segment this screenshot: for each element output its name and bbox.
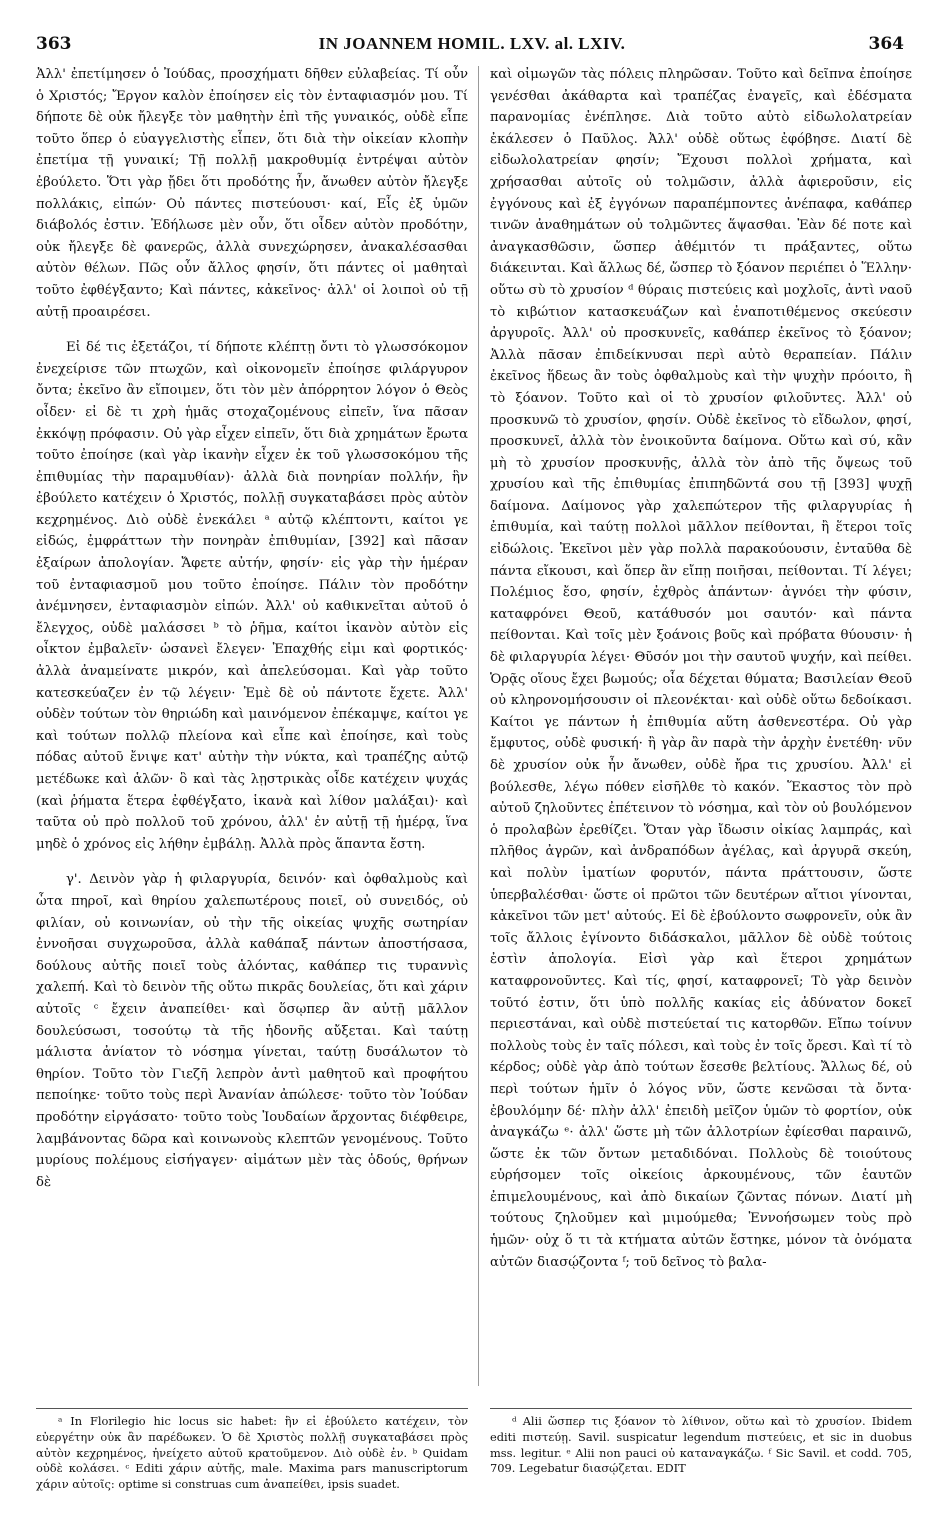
paragraph: καὶ οἰμωγῶν τὰς πόλεις πληρῶσαν. Τοῦτο καὶ δεῖπνα ἐποίησε γενέσθαι ἀκάθαρτα καὶ τραπέζας ἐναγεῖς, καὶ ἐδέσματα παρανομίας ἐνέπλησε. Διὰ τοῦτο αὐτὸ εἰδωλολατρείαν ἐκάλεσεν ὁ Παῦλος. Ἀλλ' οὐδὲ οὕτως ἐφόβησε. Διατί δὲ εἰδωλολατρείαν φησίν; Ἔχουσι πολλοὶ χρήματα, καὶ χρήσασθαι αὐτοῖς οὐ τολμῶσιν, ἀλλὰ ἀφιεροῦσιν, εἰς ἐγγόνους καὶ ἐξ ἐγγόνων παραπέμποντες ἀνέπαφα, καθάπερ τινῶν ἀναθημάτων οὐ τολμῶντες ἅψασθαι. Ἐὰν δέ ποτε καὶ ἀναγκασθῶσιν, ὥσπερ ἀθέμιτόν τι πράξαντες, οὕτω διάκεινται. Καὶ ἄλλως δέ, ὥσπερ τὸ ξόανον περιέπει ὁ Ἕλλην· οὕτω σὺ τὸ χρυσίον ᵈ θύραις πιστεύεις καὶ μοχλοῖς, ἀντὶ ναοῦ τὸ κιβώτιον κατασκευάζων καὶ ἐναποτιθέμενος σκεύεσιν ἀργυροῖς. Ἀλλ' οὐ προσκυνεῖς, καθάπερ ἐκεῖνος τὸ ξόανον; Ἀλλὰ πᾶσαν ἐπιδείκνυσαι περὶ αὐτὸ θεραπείαν. Πάλιν ἐκεῖνος ἥδεως ἂν τοὺς ὀφθαλμοὺς καὶ τὴν ψυχὴν πρόοιτο, ἢ τὸ ξόανον. Τοῦτο καὶ οἱ τὸ χρυσίον φιλοῦντες. Ἀλλ' οὐ προσκυνῶ τὸ χρυσίον, φησίν. Οὐδὲ ἐκεῖνος τὸ εἴδωλον, φησί, προσκυνεῖ, ἀλλὰ τὸν ἐνοικοῦντα δαίμονα. Οὕτω καὶ σύ, κἂν μὴ τὸ χρυσίον προσκυνῇς, ἀλλὰ τὸν ἀπὸ τῆς ὄψεως τοῦ χρυσίου καὶ τῆς ἐπιθυμίας ἐπιπηδῶντά σου τῇ [393] ψυχῇ δαίμονα. Δαίμονος γὰρ χαλεπώτερον τῆς φιλαργυρίας ἡ ἐπιθυμία, καὶ ταύτῃ πολλοὶ μᾶλλον πείθονται, ἢ ἕτεροι τοῖς εἰδώλοις. Ἐκεῖνοι μὲν γὰρ πολλὰ παρακούουσιν, ἐνταῦθα δὲ πάντα εἴκουσι, καὶ ὅπερ ἂν εἴπῃ ποιῆσαι, πείθονται. Τί λέγει; Πολέμιος ἔσο, φησίν, ἐχθρὸς ἁπάντων· ἀγνόει τὴν φύσιν, καταφρόνει Θεοῦ, κατάθυσόν μοι σαυτόν· καὶ πάντα πείθονται. Καὶ τοῖς μὲν ξοάνοις βοῦς καὶ πρόβατα θύουσιν· ἡ δὲ φιλαργυρία λέγει· Θῦσόν μοι τὴν σαυτοῦ ψυχήν, καὶ πείθει. Ὁρᾷς οἵους ἔχει βωμούς; οἷα δέχεται θύματα; Βασιλείαν Θεοῦ οὐ κληρονομήσουσιν οἱ πλεονέκται· καὶ οὐδὲ οὕτω δεδοίκασι. Καίτοι γε πάντων ἡ ἐπιθυμία αὕτη ἀσθενεστέρα. Οὐ γὰρ ἔμφυτος, οὐδὲ φυσική· ἢ γὰρ ἂν παρὰ τὴν ἀρχὴν ἐνετέθη· νῦν δὲ χρυσίον οὐκ ἦν ἄνωθεν, οὐδὲ ἤρα τις χρυσίου. Ἀλλ' εἰ βούλεσθε, λέγω πόθεν εἰσῆλθε τὸ κακόν. Ἕκαστος τὸν πρὸ αὐτοῦ ζηλοῦντες ἐπέτεινον τὸ νόσημα, καὶ τὸν οὐ βουλόμενον ὁ προλαβὼν ἐρεθίζει. Ὅταν γὰρ ἴδωσιν οἰκίας λαμπράς, καὶ πλῆθος ἀγρῶν, καὶ ἀνδραπόδων ἀγέλας, καὶ ἀργυρᾶ σκεύη, καὶ πολὺν ἱματίων φορυτόν, πάντα πράττουσιν, ὥστε ὑπερβαλέσθαι· ὥστε οἱ πρῶτοι τῶν δευτέρων αἴτιοι γίνονται, κἀκεῖνοι τῶν μετ' αὐτούς. Εἰ δὲ ἐβούλοντο σωφρονεῖν, οὐκ ἂν τοῖς ἄλλοις ἐγίνοντο διδάσκαλοι, μᾶλλον δὲ οὐδὲ τούτοις ἐστὶν ἀπολογία. Εἰσὶ γὰρ καὶ ἕτεροι χρημάτων καταφρονοῦντες. Καὶ τίς, φησί, καταφρονεῖ; Τὸ γὰρ δεινὸν τοῦτό ἐστιν, ὅτι ὑπὸ πολλῆς κακίας εἰς ἀδύνατον δοκεῖ περιεστάναι, καὶ οὐδὲ πιστεύεταί τις κατορθῶν. Εἴπω τοίνυν πολλοὺς τοὺς ἐν ταῖς πόλεσι, καὶ τοὺς ἐν τοῖς ὄρεσι. Καὶ τί τὸ κέρδος; οὐδὲ γὰρ ἀπὸ τούτων ἔσεσθε βελτίους. Ἄλλως δέ, οὐ περὶ τούτων ἡμῖν ὁ λόγος νῦν, ὥστε κενῶσαι τὰ ὄντα· ἐβουλόμην δέ· πλὴν ἀλλ' ἐπειδὴ μεῖζον ὑμῶν τὸ φορτίον, οὐκ ἀναγκάζω ᵉ· ἀλλ' ὥστε μὴ τῶν ἀλλοτρίων ἐφίεσθαι παραινῶ, ὥστε ἐκ τῶν ὄντων μεταδιδόναι. Πολλοὺς δὲ τοιούτους εὑρήσομεν τοῖς οἰκείοις ἀρκουμένους, τῶν ἑαυτῶν ἐπιμελουμένους, καὶ ἀπὸ δικαίων ζῶντας πόνων. Διατί μὴ τούτους ζηλοῦμεν καὶ μιμούμεθα; Ἐννοήσωμεν τοὺς πρὸ ἡμῶν· οὐχ ὅ τι τὰ κτήματα αὐτῶν ἔστηκε, μόνον τὰ ὀνόματα αὐτῶν διασῴζοντα ᶠ; τοῦ δεῖνος τὸ βαλα-: [490, 67, 912, 1270]
right-column: [490, 64, 912, 1273]
page-number-left: 363: [36, 34, 72, 54]
running-title: IN JOANNEM HOMIL. LXV. al. LXIV.: [318, 34, 626, 53]
footnotes-right: [490, 1414, 912, 1477]
page-header: [0, 0, 944, 56]
footnote-rule-right: [490, 1408, 912, 1409]
footnote: ᵈ Alii ὥσπερ τις ξόανον τὸ λίθινον, οὕτω καὶ τὸ χρυσίον. Ibidem editi πιστεύῃ. Savil. suspicatur legendum πιστεύεις, et sic in duobus mss. legitur. ᵉ Alii non pauci οὐ καταναγκάζω. ᶠ Sic Savil. et codd. 705, 709. Legebatur διασῴζεται. EDIT: [490, 1414, 912, 1476]
paragraph: Ἀλλ' ἐπετίμησεν ὁ Ἰούδας, προσχήματι δῆθεν εὐλαβείας. Τί οὖν ὁ Χριστός; Ἔργον καλὸν ἐποίησεν εἰς τὸν ἐνταφιασμόν μου. Τί δήποτε δὲ οὐκ ἤλεγξε τὸν μαθητὴν ἐπὶ τῆς γυναικός, οὐδὲ εἶπε τοῦτο ὅπερ ὁ εὐαγγελιστὴς εἶπεν, ὅτι διὰ τὴν οἰκείαν κλοπὴν ἐπετίμα τῇ γυναικί; Τῇ πολλῇ μακροθυμίᾳ ἐντρέψαι αὐτὸν ἐβούλετο. Ὅτι γὰρ ᾔδει ὅτι προδότης ἦν, ἄνωθεν αὐτὸν ἤλεγξε πολλάκις, εἰπών· Οὐ πάντες πιστεύουσι· καί, Εἷς ἐξ ὑμῶν διάβολός ἐστιν. Ἐδήλωσε μὲν οὖν, ὅτι οἶδεν αὐτὸν προδότην, οὐκ ἤλεγξε δὲ φανερῶς, ἀλλὰ συνεχώρησεν, ἀνακαλέσασθαι αὐτὸν θέλων. Πῶς οὖν ἄλλος φησίν, ὅτι πάντες οἱ μαθηταὶ τοῦτο ἐφθέγξαντο; Καὶ πάντες, κἀκεῖνος· ἀλλ' οἱ λοιποὶ οὐ τῇ αὐτῇ προαιρέσει.: [36, 67, 468, 320]
paragraph: Εἰ δέ τις ἐξετάζοι, τί δήποτε κλέπτῃ ὄντι τὸ γλωσσόκομον ἐνεχείρισε τῶν πτωχῶν, καὶ οἰκονομεῖν ἐποίησε φιλάργυρον ὄντα; ἐκεῖνο ἂν εἴποιμεν, ὅτι τὸν μὲν ἀπόρρητον λόγον ὁ Θεὸς οἶδεν· εἰ δὲ τι χρὴ ἡμᾶς στοχαζομένους εἰπεῖν, ἵνα πᾶσαν ἐκκόψῃ πρόφασιν. Οὐ γὰρ εἶχεν εἰπεῖν, ὅτι διὰ χρημάτων ἔρωτα τοῦτο ἐποίησε (καὶ γὰρ ἱκανὴν εἶχεν ἐκ τοῦ γλωσσοκόμου τῆς ἐπιθυμίας τὴν παραμυθίαν)· ἀλλὰ διὰ πονηρίαν πολλήν, ἣν ἐβούλετο κατέχειν ὁ Χριστός, πολλῇ συγκαταβάσει πρὸς αὐτὸν κεχρημένος. Διὸ οὐδὲ ἐνεκάλει ᵃ αὐτῷ κλέπτοντι, καίτοι γε εἰδώς, ἐμφράττων τὴν πονηρὰν ἐπιθυμίαν, [392] καὶ πᾶσαν ἐξαίρων ἀπολογίαν. Ἄφετε αὐτήν, φησίν· εἰς γὰρ τὴν ἡμέραν τοῦ ἐνταφιασμοῦ μου τοῦτο ἐποίησε. Πάλιν τὸν προδότην ἀνέμνησεν, ἐνταφιασμὸν εἰπών. Ἀλλ' οὐ καθικνεῖται αὐτοῦ ὁ ἔλεγχος, οὐδὲ μαλάσσει ᵇ τὸ ῥῆμα, καίτοι ἱκανὸν αὐτὸν εἰς οἶκτον ἐμβαλεῖν· ὡσανεὶ ἔλεγεν· Ἐπαχθής εἰμι καὶ φορτικός· ἀλλὰ ἀναμείνατε μικρόν, καὶ ἀπελεύσομαι. Καὶ γὰρ τοῦτο κατεσκεύαζεν ἐν τῷ λέγειν· Ἐμὲ δὲ οὐ πάντοτε ἔχετε. Ἀλλ' οὐδὲν τούτων τὸν θηριώδη καὶ μαινόμενον ἐπέκαμψε, καίτοι γε καὶ τούτων πολλῷ πλείονα καὶ εἶπε καὶ ἐποίησε, καὶ τοὺς πόδας αὐτοῦ ἔνιψε κατ' αὐτὴν τὴν νύκτα, καὶ τραπέζης αὐτῷ μετέδωκε καὶ ἁλῶν· ὃ καὶ τὰς λῃστρικὰς οἶδε κατέχειν ψυχάς (καὶ ῥήματα ἕτερα ἐφθέγξατο, ἱκανὰ καὶ λίθον μαλάξαι)· καὶ ταῦτα οὐ πρὸ πολλοῦ τοῦ χρόνου, ἀλλ' ἐν αὐτῇ τῇ ἡμέρᾳ, ἵνα μηδὲ ὁ χρόνος εἰς λήθην ἐμβάλῃ. Ἀλλὰ πρὸς ἅπαντα ἔστη.: [36, 340, 468, 852]
footnotes-left: [36, 1414, 468, 1493]
footnote: ᵃ In Florilegio hic locus sic habet: ἣν εἰ ἐβούλετο κατέχειν, τὸν εὐεργέτην οὐκ ἂν παρέδωκεν. Ὁ δὲ Χριστὸς πολλῇ συγκαταβάσει πρὸς αὐτὸν κεχρημένος, ἠνείχετο αὐτοῦ κρατοῦμενον. Διὸ οὐδὲ ἐν. ᵇ Quidam οὐδὲ κολάσει. ᶜ Editi χάριν αὐτῆς, male. Maxima pars manuscriptorum χάριν αὐτοῖς: optime si construas cum ἀναπείθει, ipsis suadet.: [36, 1414, 468, 1492]
footnote-rule-left: [36, 1408, 468, 1409]
left-column: [36, 64, 468, 1193]
page-number-right: 364: [868, 34, 904, 54]
paragraph: γ'. Δεινὸν γὰρ ἡ φιλαργυρία, δεινόν· καὶ ὀφθαλμοὺς καὶ ὦτα πηροῖ, καὶ θηρίου χαλεπωτέρους ποιεῖ, οὐ συνειδός, οὐ φιλίαν, οὐ κοινωνίαν, οὐ τὴν τῆς οἰκείας ψυχῆς σωτηρίαν ἐννοῆσαι συγχωροῦσα, ἀλλὰ καθάπαξ πάντων ἀποστήσασα, δούλους αὐτῆς ποιεῖ τοὺς ἁλόντας, καθάπερ τις τυραννὶς χαλεπή. Καὶ τὸ δεινὸν τῆς οὕτω πικρᾶς δουλείας, ὅτι καὶ χάριν αὐτοῖς ᶜ ἔχειν ἀναπείθει· καὶ ὅσῳπερ ἂν αὐτῇ μᾶλλον δουλεύσωσι, τοσούτῳ τὰ τῆς ἡδονῆς αὔξεται. Καὶ ταύτῃ μάλιστα ἀνίατον τὸ νόσημα γίνεται, ταύτῃ δυσάλωτον τὸ θηρίον. Τοῦτο τὸν Γιεζῆ λεπρὸν ἀντὶ μαθητοῦ καὶ προφήτου πεποίηκε· τοῦτο τοὺς περὶ Ἀνανίαν ἀπώλεσε· τοῦτο τὸν Ἰούδαν προδότην εἰργάσατο· τοῦτο τοὺς Ἰουδαίων ἄρχοντας διέφθειρε, λαμβάνοντας δῶρα καὶ κοινωνοὺς κλεπτῶν γενομένους. Τοῦτο μυρίους πολέμους εἰσήγαγεν· αἱμάτων μὲν τὰς ὁδούς, θρήνων δὲ: [36, 872, 468, 1190]
column-divider: [478, 66, 479, 1386]
